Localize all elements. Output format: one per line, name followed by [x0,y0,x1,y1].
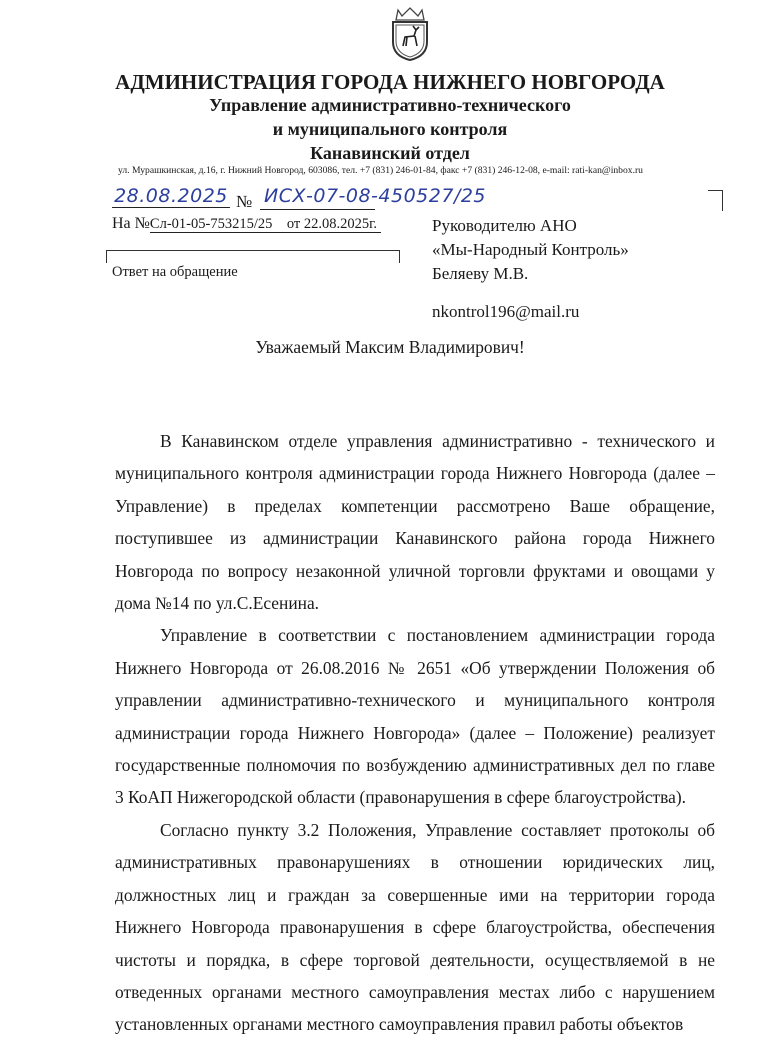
greeting: Уважаемый Максим Владимирович! [255,337,525,357]
paragraph: Согласно пункту 3.2 Положения, Управление составляет протоколы об административных правонарушениях в отношении юридических лиц, должностных лиц и граждан за совершенные ими на территории города Нижнего Новгорода правонарушения в сфере благоустройства, обеспечения чистоты и порядка, в сфере торговой деятельности, осуществляемой в не отведенных органами местного самоуправления местах либо с нарушением установленных органами местного самоуправления правил работы объектов [115,819,715,1035]
outgoing-number-field [260,185,487,210]
department-line-1: Управление административно-технического [209,95,571,115]
subject: Ответ на обращение [112,264,238,280]
letter-body [115,425,715,1041]
ref-label: На № [112,215,150,232]
number-label: № [236,192,253,211]
division-title: Канавинский отдел [310,143,470,163]
organization-title: АДМИНИСТРАЦИЯ ГОРОДА НИЖНЕГО НОВГОРОДА [115,70,665,94]
city-coat-of-arms-logo [388,6,432,62]
paragraph: В Канавинском отделе управления административно - технического и муниципального контроля администрации города Нижнего Новгорода (далее – Управление) в пределах компетенции рассмотрено Ваше обращение, поступившее из администрации Канавинского района города Нижнего Новгорода по вопросу незаконной уличной торговли фруктами и овощами у дома №14 по ул.С.Есенина. [115,431,715,614]
outgoing-date-field [112,185,230,208]
address-corner-mark [708,190,723,211]
paragraph: Управление в соответствии с постановлением администрации города Нижнего Новгорода от 26.08.2016 № 2651 «Об утверждении Положения об управлении административно-технического и муниципального контроля администрации города Нижнего Новгорода» (далее – Положение) реализует государственные полномочия по возбуждению административных дел по главе 3 КоАП Нижегородской области (правонарушения в сфере благоустройства). [115,625,715,808]
outgoing-number: ИСХ-07-08-450527/25 [264,185,487,207]
ref-date: от 22.08.2025г. [286,216,378,232]
ref-number: Сл-01-05-753215/25 [149,216,273,232]
address-line: ул. Мурашкинская, д.16, г. Нижний Новгород, 603086, тел. +7 (831) 246-01-84, факс +7 (831) 246-12-08, e-mail: rati-kan@inbox.ru [118,165,643,176]
recipient-line-1: Руководителю АНО [432,216,577,235]
outgoing-date: 28.08.2025 [114,185,228,207]
recipient-line-2: «Мы-Народный Контроль» [432,240,629,259]
recipient-email: nkontrol196@mail.ru [432,302,580,321]
department-line-2: и муниципального контроля [272,119,508,139]
recipient-line-3: Беляеву М.В. [432,264,529,283]
recipient-block [432,214,629,324]
subject-bracket [106,250,400,263]
reference-line [112,215,381,233]
